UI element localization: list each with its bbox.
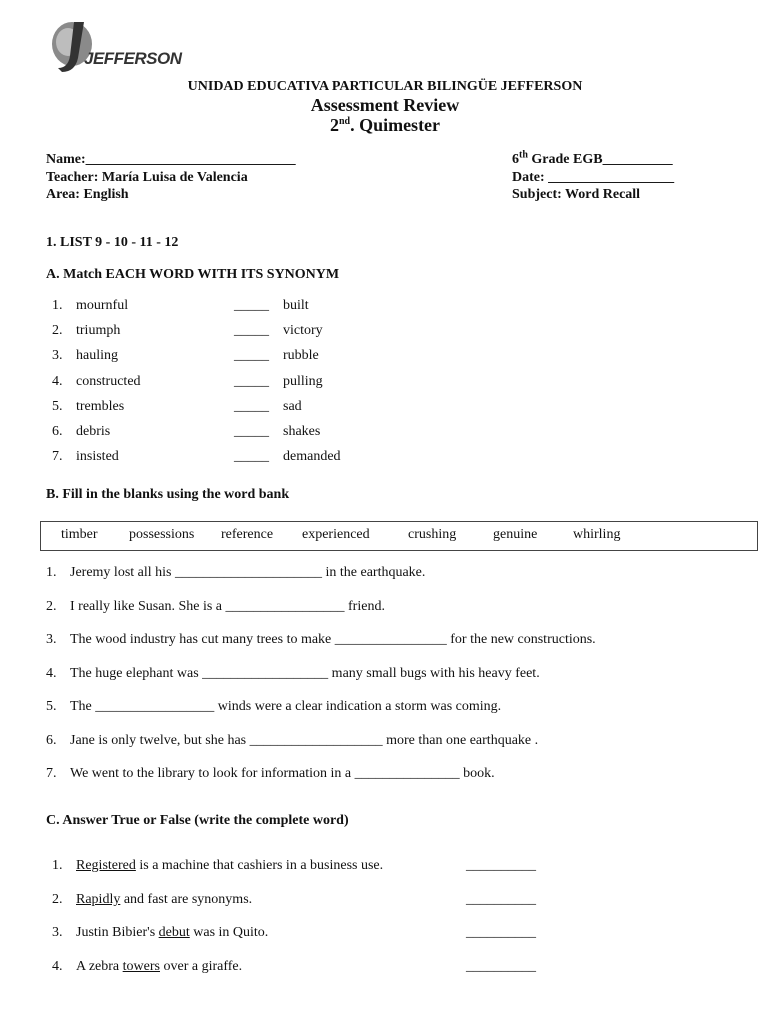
match-blank[interactable]: _____ [234,348,269,364]
doc-title: Assessment Review [310,95,460,115]
fill-number: 7. [46,766,57,781]
word-bank-item: experienced [302,527,370,542]
jefferson-logo [44,18,182,80]
school-name: UNIDAD EDUCATIVA PARTICULAR BILINGÜE JEFFERSON [187,79,583,94]
match-word: triumph [76,323,121,339]
name-field[interactable]: Name:______________________________ [46,152,296,167]
match-word: constructed [76,373,141,389]
fill-number: 6. [46,732,57,748]
section-c-heading: C. Answer True or False (write the complete word) [46,813,349,828]
match-number: 4. [52,373,63,389]
match-blank[interactable]: _____ [234,323,269,339]
section-b-heading: B. Fill in the blanks using the word bank [46,487,290,502]
match-synonym: victory [283,323,323,339]
match-word: hauling [76,348,118,364]
fill-sentence[interactable]: We went to the library to look for information in a _______________ book. [70,766,495,781]
fill-sentence[interactable]: Jeremy lost all his _____________________ in the earthquake. [70,565,426,580]
fill-sentence[interactable]: The _________________ winds were a clear indication a storm was coming. [70,699,502,714]
tf-number: 4. [52,959,63,975]
tf-statement [76,858,383,874]
word-bank-item: timber [61,527,98,542]
match-number: 5. [52,398,63,414]
tf-text: Justin Bibier's [76,925,159,941]
teacher-label: Teacher: María Luisa de Valencia [46,170,248,185]
match-number: 7. [52,449,63,465]
tf-statement [76,959,242,975]
fill-number: 5. [46,699,57,714]
match-word: debris [76,424,111,439]
tf-answer-blank[interactable]: __________ [466,858,536,873]
match-number: 1. [52,298,63,313]
tf-underlined-word: Registered [76,858,136,873]
date-field[interactable]: Date: __________________ [512,170,675,185]
tf-statement [76,892,252,908]
section-a-heading: A. Match EACH WORD WITH ITS SYNONYM [46,267,340,282]
tf-number: 3. [52,925,63,941]
word-bank-item: genuine [493,527,538,542]
tf-text: and fast are synonyms. [120,891,253,907]
doc-subtitle: 2nd. Quimester [329,115,441,135]
word-bank-item: crushing [408,527,457,542]
fill-sentence[interactable]: Jane is only twelve, but she has ___________________ more than one earthquake . [70,732,539,748]
area-label: Area: English [46,187,129,202]
tf-answer-blank[interactable]: __________ [466,925,536,941]
fill-sentence[interactable]: The huge elephant was __________________ many small bugs with his heavy feet. [70,665,540,681]
match-blank[interactable]: _____ [234,373,269,389]
match-synonym: rubble [283,348,319,364]
logo-text: JEFFERSON [84,49,182,68]
match-number: 3. [52,348,63,364]
tf-text: is a machine that cashiers in a business use. [135,858,384,873]
match-synonym: sad [283,398,302,414]
tf-number: 2. [52,891,63,907]
tf-underlined-word: towers [122,959,160,975]
tf-text: over a giraffe. [159,959,243,975]
fill-number: 3. [46,632,57,647]
tf-answer-blank[interactable]: __________ [466,959,536,975]
list-heading: 1. LIST 9 - 10 - 11 - 12 [46,235,179,250]
match-word: mournful [76,298,129,313]
word-bank-item: whirling [573,527,621,542]
match-blank[interactable]: _____ [234,424,269,439]
word-bank [40,521,758,551]
match-blank[interactable]: _____ [234,449,269,465]
word-bank-item: reference [221,527,274,542]
tf-text: was in Quito. [189,925,269,941]
match-synonym: shakes [283,424,321,439]
fill-number: 1. [46,565,57,580]
tf-underlined-word: Rapidly [76,891,121,907]
tf-number: 1. [52,858,63,873]
subject-label: Subject: Word Recall [512,187,641,202]
match-blank[interactable]: _____ [234,298,269,313]
fill-sentence[interactable]: I really like Susan. She is a _________________ friend. [70,598,385,614]
fill-sentence[interactable]: The wood industry has cut many trees to make ________________ for the new constructions. [70,632,596,647]
tf-text: A zebra [76,959,123,975]
tf-underlined-word: debut [158,925,190,941]
match-synonym: demanded [283,449,341,465]
match-number: 6. [52,424,63,439]
tf-answer-blank[interactable]: __________ [466,891,536,907]
fill-number: 2. [46,598,57,614]
match-synonym: built [283,298,309,313]
match-word: insisted [76,449,119,465]
grade-field[interactable]: 6th Grade EGB__________ [512,149,673,167]
match-synonym: pulling [283,373,323,389]
match-number: 2. [52,323,63,339]
match-blank[interactable]: _____ [234,398,269,414]
tf-statement [76,925,268,941]
fill-number: 4. [46,665,57,681]
match-word: trembles [76,398,125,414]
word-bank-item: possessions [129,527,195,542]
